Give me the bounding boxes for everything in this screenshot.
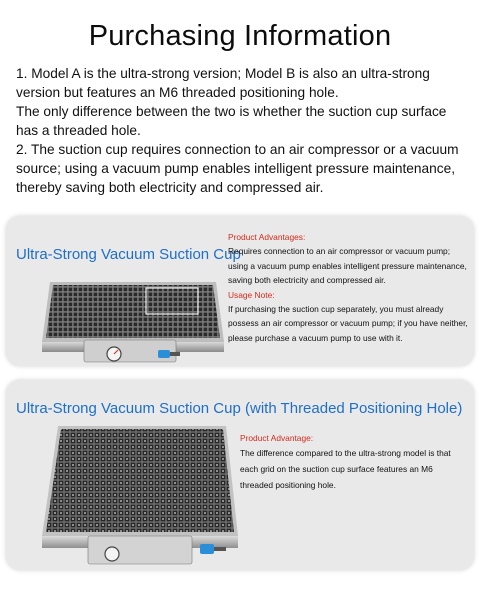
- threaded-suction-cup-photo: [40, 426, 240, 566]
- card-title: Ultra-Strong Vacuum Suction Cup: [16, 246, 241, 263]
- intro-paragraph: The only difference between the two is whether the suction cup surface has a threaded hole.: [16, 104, 447, 138]
- product-card-b: [6, 380, 474, 570]
- product-info: [240, 431, 466, 493]
- intro-paragraph: 2. The suction cup requires connection to an air compressor or a vacuum source; using a vacuum pump enables intelligent pressure maintenance, thereby saving both electricity and compressed air.: [16, 142, 459, 195]
- suction-cup-photo: [38, 282, 226, 364]
- product-info: [228, 230, 470, 345]
- advantage-label: Product Advantage:: [240, 433, 314, 443]
- product-card-a: [6, 216, 474, 366]
- page-title: Purchasing Information: [88, 20, 392, 52]
- card-title: Ultra-Strong Vacuum Suction Cup (with Threaded Positioning Hole): [16, 400, 463, 417]
- usage-note-text: If purchasing the suction cup separately, you must already possess an air compressor or vacuum pump; if you have neither, please purchase a vacuum pump to use with it.: [228, 303, 468, 343]
- intro-text: [16, 64, 468, 197]
- advantage-text: The difference compared to the ultra-strong model is that each grid on the suction cup surface features an M6 threaded positioning hole.: [240, 448, 451, 490]
- intro-paragraph: 1. Model A is the ultra-strong version; Model B is also an ultra-strong version but features an M6 threaded positioning hole.: [16, 66, 430, 100]
- usage-note-label: Usage Note:: [228, 289, 275, 300]
- advantages-text: Requires connection to an air compressor or vacuum pump; using a vacuum pump enables intelligent pressure maintenance, saving both electricity and compressed air.: [228, 246, 467, 285]
- advantages-label: Product Advantages:: [228, 232, 306, 242]
